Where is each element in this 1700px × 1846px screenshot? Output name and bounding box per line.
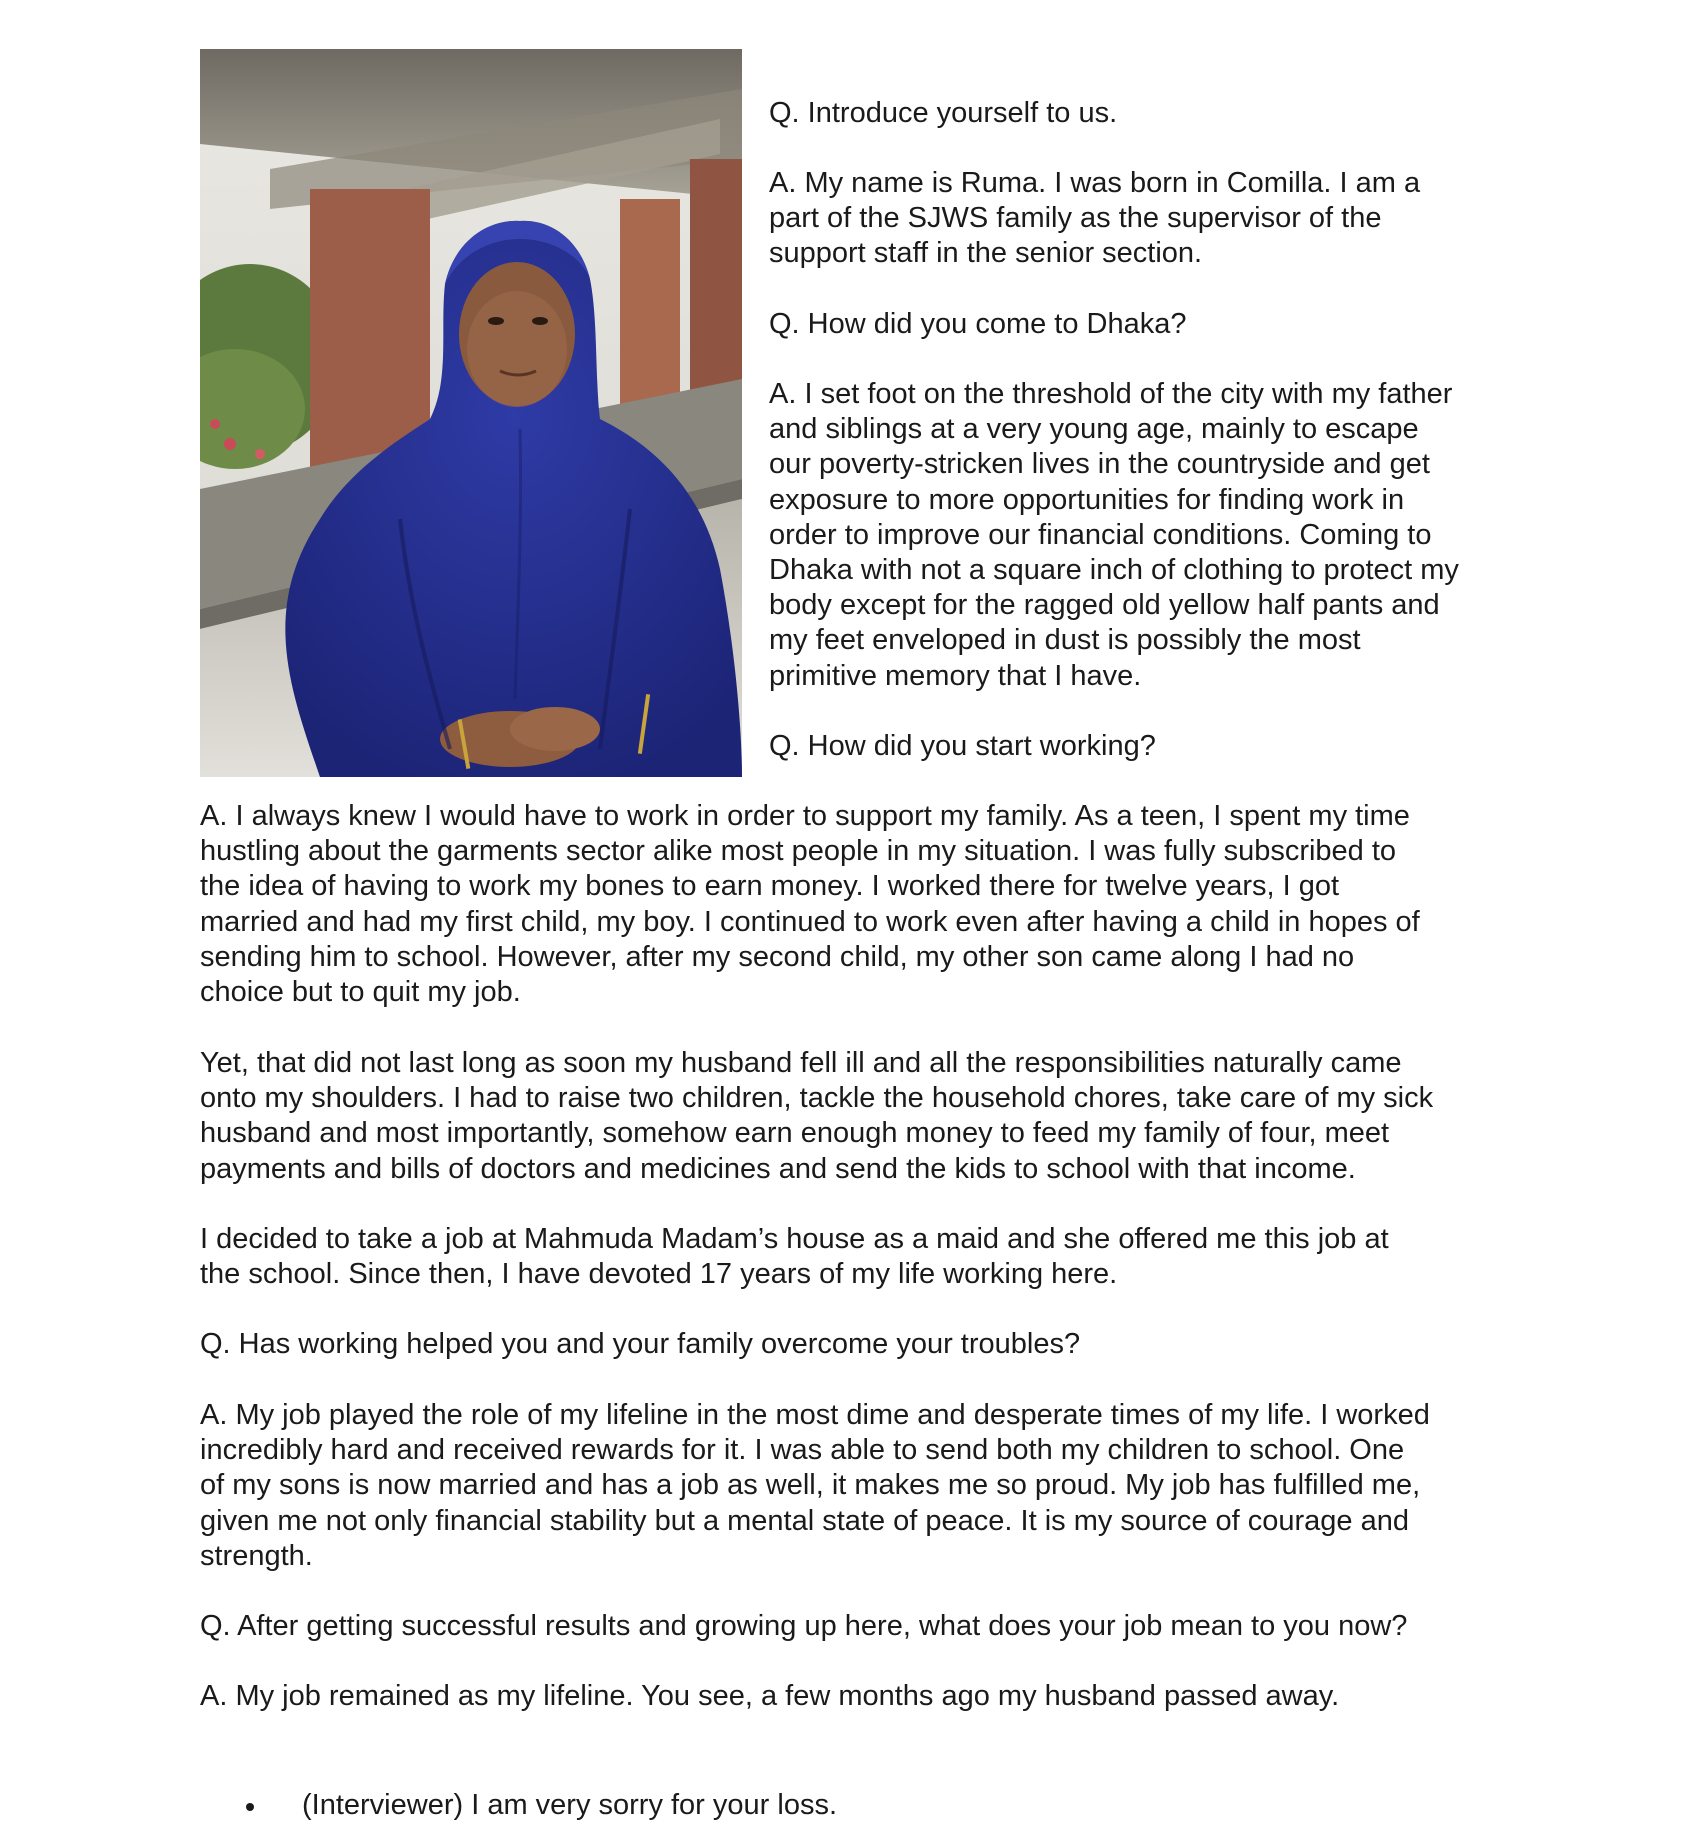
question-overcome-troubles bbox=[200, 1327, 1080, 1362]
question-text: Q. How did you come to Dhaka? bbox=[769, 308, 1187, 340]
answer-overcome-troubles bbox=[200, 1398, 1430, 1574]
text-line: and siblings at a very young age, mainly to escape bbox=[769, 413, 1419, 446]
text-line: Dhaka with not a square inch of clothing to protect my bbox=[769, 554, 1459, 587]
text-line: body except for the ragged old yellow half pants and bbox=[769, 589, 1440, 622]
text-line: order to improve our financial conditions. Coming to bbox=[769, 518, 1432, 551]
answer-introduce bbox=[769, 166, 1420, 272]
text-line: hustling about the garments sector alike most people in my situation. I was fully subscribed to bbox=[200, 835, 1397, 868]
question-start-working bbox=[769, 729, 1156, 764]
text-line: part of the SJWS family as the supervisor of the bbox=[769, 202, 1382, 235]
answer-dhaka bbox=[769, 377, 1459, 694]
question-text: Q. Introduce yourself to us. bbox=[769, 97, 1118, 129]
text-line: the idea of having to work my bones to earn money. I worked there for twelve years, I got bbox=[200, 870, 1340, 903]
text-line: married and had my first child, my boy. I continued to work even after having a child in hopes of bbox=[200, 905, 1420, 938]
question-text: Q. After getting successful results and growing up here, what does your job mean to you now? bbox=[200, 1610, 1408, 1642]
text-line: choice but to quit my job. bbox=[200, 976, 521, 1009]
text-line: of my sons is now married and has a job as well, it makes me so proud. My job has fulfilled me, bbox=[200, 1469, 1421, 1502]
portrait-photo bbox=[200, 49, 742, 777]
text-line: my feet enveloped in dust is possibly the most bbox=[769, 624, 1361, 657]
text-line: I decided to take a job at Mahmuda Madam’s house as a maid and she offered me this job at bbox=[200, 1223, 1389, 1255]
text-line: the school. Since then, I have devoted 17 years of my life working here. bbox=[200, 1258, 1118, 1291]
text-line: our poverty-stricken lives in the countryside and get bbox=[769, 448, 1430, 481]
text-line: exposure to more opportunities for finding work in bbox=[769, 483, 1405, 516]
text-line: onto my shoulders. I had to raise two children, tackle the household chores, take care of my sick bbox=[200, 1082, 1434, 1115]
answer-job-meaning bbox=[200, 1679, 1339, 1714]
text-line: A. I always knew I would have to work in order to support my family. As a teen, I spent my time bbox=[200, 800, 1410, 832]
text-line: Yet, that did not last long as soon my husband fell ill and all the responsibilities naturally came bbox=[200, 1047, 1402, 1079]
question-text: Q. Has working helped you and your family overcome your troubles? bbox=[200, 1328, 1081, 1360]
text-line: given me not only financial stability but a mental state of peace. It is my source of courage and bbox=[200, 1504, 1409, 1537]
text-line: A. My job played the role of my lifeline in the most dime and desperate times of my life. I worked bbox=[200, 1399, 1430, 1431]
question-job-meaning bbox=[200, 1609, 1407, 1644]
text-line: sending him to school. However, after my second child, my other son came along I had no bbox=[200, 940, 1355, 973]
question-text: Q. How did you start working? bbox=[769, 730, 1156, 762]
text-line: strength. bbox=[200, 1539, 313, 1572]
text-line: A. My job remained as my lifeline. You see, a few months ago my husband passed away. bbox=[200, 1680, 1340, 1712]
text-line: support staff in the senior section. bbox=[769, 237, 1203, 270]
text-line: incredibly hard and received rewards for it. I was able to send both my children to school. One bbox=[200, 1434, 1405, 1467]
text-line: A. My name is Ruma. I was born in Comilla. I am a bbox=[769, 167, 1421, 199]
bullet-text: (Interviewer) I am very sorry for your loss. bbox=[302, 1789, 837, 1821]
question-dhaka bbox=[769, 307, 1186, 342]
paragraph-school-job bbox=[200, 1222, 1389, 1292]
paragraph-husband-ill bbox=[200, 1046, 1433, 1187]
text-line: A. I set foot on the threshold of the city with my father bbox=[769, 378, 1453, 410]
answer-start-working bbox=[200, 799, 1420, 1010]
text-line: payments and bills of doctors and medicines and send the kids to school with that income. bbox=[200, 1152, 1356, 1185]
question-introduce bbox=[769, 96, 1117, 131]
text-line: primitive memory that I have. bbox=[769, 659, 1142, 692]
text-line: husband and most importantly, somehow earn enough money to feed my family of four, meet bbox=[200, 1117, 1390, 1150]
bullet-icon bbox=[246, 1803, 254, 1811]
